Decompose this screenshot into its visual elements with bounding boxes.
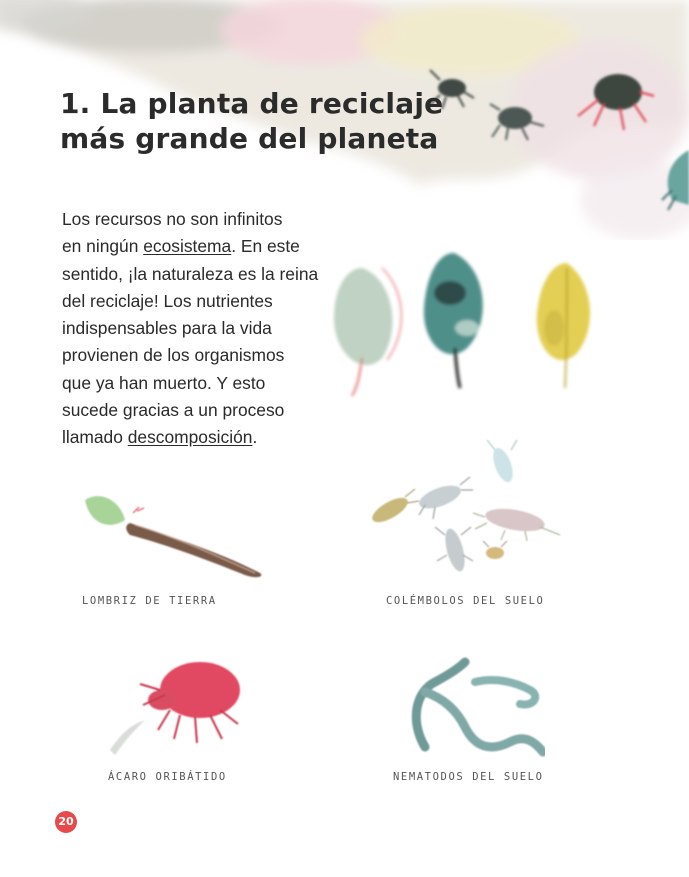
body-line: indispensables para la vida	[62, 318, 272, 339]
body-line: provienen de los organismos	[62, 345, 285, 366]
springtails-illustration	[365, 435, 580, 585]
springtail-icon	[483, 541, 507, 559]
nematode-icon	[475, 680, 535, 704]
page-number-badge: 20	[55, 811, 77, 833]
springtails-caption: COLÉMBOLOS DEL SUELO	[386, 595, 545, 607]
intro-paragraph	[62, 206, 327, 452]
title-line-2: más grande del planeta	[60, 122, 439, 155]
body-line: sucede gracias a un proceso	[62, 400, 285, 421]
oribatid-mite-illustration	[100, 655, 250, 760]
descomposicion-link[interactable]: descomposición	[127, 427, 253, 448]
springtail-icon	[487, 440, 517, 485]
body-line: llamado descomposición.	[62, 427, 258, 448]
leaf-icon	[424, 253, 483, 388]
body-line: Los recursos no son infinitos	[62, 209, 283, 229]
springtail-icon	[473, 505, 560, 541]
leaf-icon	[537, 263, 590, 388]
body-line: del reciclaje! Los nutrientes	[62, 290, 273, 311]
mite-caption: ÁCARO ORIBÁTIDO	[108, 771, 227, 783]
decomposing-leaves-illustration	[322, 248, 612, 408]
earthworm-illustration	[75, 485, 275, 585]
springtail-icon	[435, 527, 473, 574]
body-line: que ya han muerto. Y esto	[62, 372, 266, 393]
body-line: sentido, ¡la naturaleza es la reina	[62, 263, 319, 284]
nematodes-caption: NEMATODOS DEL SUELO	[393, 771, 544, 783]
earthworm-caption: LOMBRIZ DE TIERRA	[82, 595, 217, 607]
title-line-1: 1. La planta de reciclaje	[60, 87, 444, 120]
page-title	[60, 86, 443, 156]
nematodes-illustration	[395, 652, 545, 762]
body-line: en ningún ecosistema. En este	[62, 236, 300, 257]
springtail-icon	[369, 489, 419, 527]
springtail-icon	[416, 477, 473, 519]
leaf-icon	[334, 268, 401, 396]
ecosistema-link[interactable]: ecosistema	[143, 236, 232, 257]
